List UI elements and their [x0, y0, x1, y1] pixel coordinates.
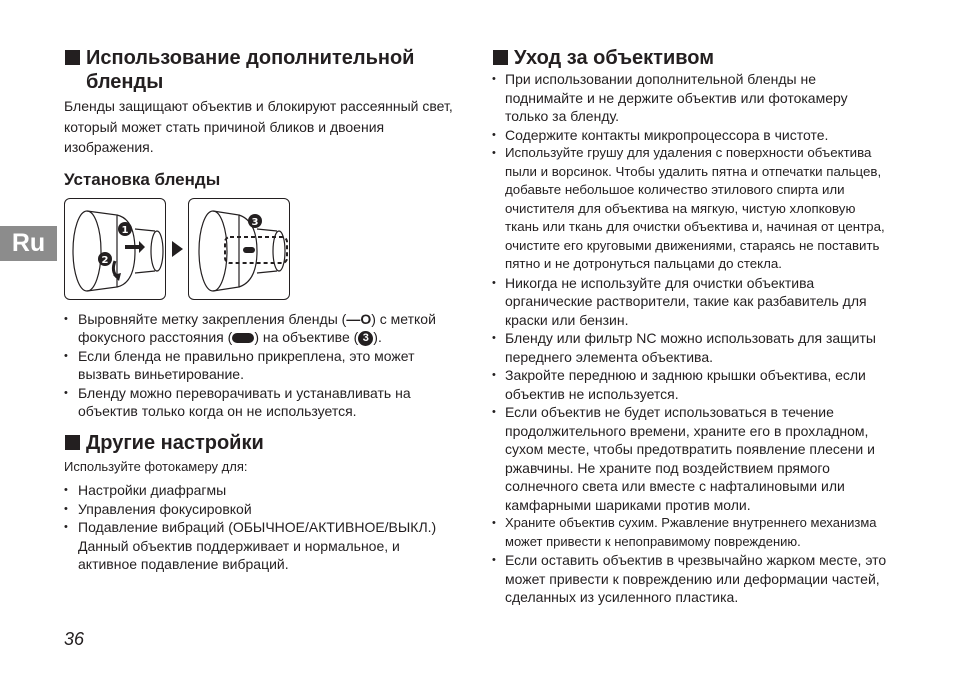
list-item: • Никогда не используйте для очистки объектива органические растворители, такие как разбавитель для краски или бензин.	[492, 274, 892, 330]
figure-label-2: 2	[101, 254, 109, 266]
list-item: • Выровняйте метку закрепления бленды (—O) с меткой фокусного расстояния ( ) на объективе ( 3 ).	[64, 310, 456, 347]
hood-bullets	[64, 310, 456, 421]
list-item: • Если объектив не будет использоваться в течение продолжительного времени, храните его в прохладном, сухом месте, чтобы предотвратить появление плесени и ржавчины. Не храните под воздействием прямого солнечного света или вместе с нафталиновыми или камфарными шариками против моли.	[492, 403, 892, 514]
language-tab: Ru	[0, 226, 57, 261]
right-column	[492, 46, 892, 607]
heading-other-settings: Другие настройки	[64, 431, 456, 455]
hood-mount-mark-icon: —O	[346, 310, 372, 327]
figure-label-1: 1	[121, 224, 129, 236]
square-bullet-icon	[65, 435, 80, 450]
list-item: • Бленду можно переворачивать и устанавливать на объектив только когда он не используется.	[64, 384, 456, 421]
left-column	[64, 46, 456, 574]
list-item: • При использовании дополнительной бленды не поднимайте и не держите объектив или фотокамеру только за бленду.	[492, 70, 892, 126]
heading-lens-care: Уход за объективом	[492, 46, 892, 70]
list-item: • Бленду или фильтр NC можно использовать для защиты переднего элемента объектива.	[492, 329, 892, 366]
number-3-icon: 3	[358, 331, 373, 346]
settings-intro: Используйте фотокамеру для:	[64, 458, 248, 474]
care-list	[492, 70, 892, 607]
square-bullet-icon	[65, 50, 80, 65]
subheading-install-hood: Установка бленды	[64, 169, 221, 189]
square-bullet-icon	[493, 50, 508, 65]
list-item: • Используйте грушу для удаления с поверхности объектива пыли и ворсинок. Чтобы удалить пятна и отпечатки пальцев, добавьте небольшое количество этилового спирта или очистителя для объектива на мягкую, чистую хлопковую ткань или ткань для очистки объектива и, начиная от центра, очистите его круговыми движениями, стараясь не поставить пятно и не дотронуться пальцами до стекла.	[492, 144, 892, 274]
arrow-right-icon	[166, 240, 188, 258]
figure-label-3: 3	[251, 216, 259, 228]
list-item: • Подавление вибраций (ОБЫЧНОЕ/АКТИВНОЕ/ВЫКЛ.) Данный объектив поддерживает и нормальное, и активное подавление вибраций.	[64, 518, 456, 574]
list-item: • Храните объектив сухим. Ржавление внутреннего механизма может привести к непоправимому повреждению.	[492, 514, 892, 551]
heading-lens-hood: Использование дополнительной бленды	[64, 46, 456, 94]
intro-paragraph: Бленды защищают объектив и блокируют рассеянный свет, который может стать причиной бликов и двоения изображения.	[64, 98, 453, 155]
list-item: • Настройки диафрагмы	[64, 481, 456, 500]
figure-attach-hood	[64, 198, 166, 300]
hood-figures	[64, 198, 456, 300]
page-number: 36	[64, 629, 85, 649]
settings-list	[64, 481, 456, 574]
focal-length-mark-icon	[232, 333, 254, 343]
list-item: • Управления фокусировкой	[64, 500, 456, 519]
list-item: • Содержите контакты микропроцессора в чистоте.	[492, 126, 892, 145]
list-item: • Закройте переднюю и заднюю крышки объектива, если объектив не используется.	[492, 366, 892, 403]
list-item: • Если оставить объектив в чрезвычайно жарком месте, это может привести к повреждению или деформации частей, сделанных из усиленного пластика.	[492, 551, 892, 607]
list-item: • Если бленда не правильно прикреплена, это может вызвать виньетирование.	[64, 347, 456, 384]
figure-aligned-hood	[188, 198, 290, 300]
